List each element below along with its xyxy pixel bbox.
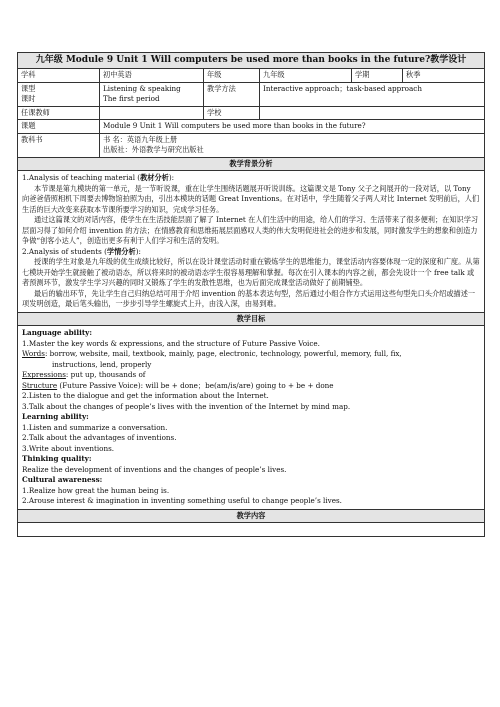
structure-line: Structure (Future Passive Voice): will be + done；be(am/is/are) going to + be + done: [22, 380, 334, 390]
objectives-heading: 教学目标: [18, 312, 485, 326]
objectives-body: [18, 326, 485, 510]
language-ability-title: Language ability:: [22, 328, 92, 337]
method-label: 教学方法: [204, 82, 260, 106]
expressions-line: Expressions: put up, thousands of: [22, 370, 146, 379]
teacher-label: 任课教师: [18, 106, 100, 120]
lesson-type-value: [100, 82, 204, 106]
school-label: 学校: [204, 106, 260, 120]
school-value: [260, 106, 485, 120]
textbook-value: [100, 133, 485, 157]
subject-label: 学科: [18, 69, 100, 83]
students-analysis-title: 2.Analysis of students (学情分析):: [22, 246, 141, 256]
lesson-plan-document: [17, 52, 484, 537]
language-objective-3: 3.Talk about the changes of people’s lives with the invention of the Internet by mind map.: [22, 401, 351, 411]
thinking-quality-title: Thinking quality:: [22, 454, 92, 463]
material-paragraph-1: 本节课是第九模块的第一单元，是一节听说课，重在让学生围绕话题展开听说训练。这篇课文是 Tony 父子之间展开的一段对话，以 Tony 向爸爸借照相机下周要去博物馆拍照为由，引出本模块的话题 Great Inventions。在对话中，学生随着父子两人对比 Internet 发明前后，人们生活的巨大改变来获取本节课所要学习的知识，完成学习任务。: [22, 183, 480, 214]
students-paragraph-1: 授课的学生对象是九年级的优生成绩比较好，所以在设计课堂活动时重在锻炼学生的思维能力，课堂活动内容要体现一定的深度和广度。从第七模块开始学生就接触了被动语态，所以将来时的被动语态学生很容易理解和掌握。每次在引入课本的内容之前，都会先设计一个 free talk 或者预测环节，激发学生学习兴趣的同时又锻炼了学生的发散性思维，也为后面完成课堂活动做好了前期铺垫。: [22, 257, 480, 287]
cultural-objective-2: 2.Arouse interest & imagination in inventing something useful to change people’s lives.: [22, 496, 342, 505]
lesson-type-label: 课型 课时: [18, 82, 100, 106]
learning-objective-2: 2.Talk about the advantages of inventions.: [22, 433, 177, 442]
cultural-awareness-title: Cultural awareness:: [22, 475, 103, 484]
background-heading: 教学背景分析: [18, 157, 485, 171]
lesson-type: Listening & speaking: [103, 83, 181, 93]
learning-objective-3: 3.Write about inventions.: [22, 443, 115, 453]
topic-value: Module 9 Unit 1 Will computers be used more than books in the future?: [100, 120, 485, 134]
background-analysis: [18, 171, 485, 313]
textbook-publisher: 出版社：外语教学与研究出版社: [103, 145, 204, 154]
grade-value: 九年级: [260, 69, 352, 83]
cultural-objective-1: 1.Realize how great the human being is.: [22, 485, 170, 495]
learning-objective-1: 1.Listen and summarize a conversation.: [22, 422, 168, 432]
grade-label: 年级: [204, 69, 260, 83]
content-heading: 教学内容: [18, 509, 485, 523]
lesson-plan-table: [17, 52, 485, 537]
language-objective-1: 1.Master the key words & expressions, and the structure of Future Passive Voice.: [22, 338, 320, 348]
term-value: 秋季: [403, 69, 485, 83]
thinking-objective-1: Realize the development of inventions and the changes of people’s lives.: [22, 464, 287, 474]
teacher-value: [100, 106, 204, 120]
language-objective-2: 2.Listen to the dialogue and get the information about the Internet.: [22, 391, 269, 400]
term-label: 学期: [352, 69, 403, 83]
topic-label: 课题: [18, 120, 100, 134]
lesson-period: The first period: [103, 94, 160, 103]
document-title: 九年级 Module 9 Unit 1 Will computers be used more than books in the future?教学设计: [18, 53, 485, 69]
content-body: [18, 523, 485, 537]
method-value: Interactive approach；task-based approach: [260, 82, 485, 106]
textbook-label: 教科书: [18, 133, 100, 157]
words-line-cont: instructions, lend, properly: [52, 359, 152, 369]
material-paragraph-2: 通过这篇课文的对话内容，使学生在生活技能层面了解了 Internet 在人们生活中的用途，给人们的学习、生活带来了很多便利；在知识学习层面习得了如何介绍 invention 的方法；在情感教育和思维拓展层面感叹人类的伟大发明促进社会的进步和发展，同时激发学生的想象和创造力争做“创客小达人”，创造出更多有利于人们学习和生活的发明。: [22, 215, 479, 245]
learning-ability-title: Learning ability:: [22, 412, 89, 421]
subject-value: 初中英语: [100, 69, 204, 83]
material-analysis-title: 1.Analysis of teaching material (教材分析):: [22, 173, 175, 182]
words-line: Words: borrow, website, mail, textbook, mainly, page, electronic, technology, powerful, memory, full, fix,: [22, 349, 402, 358]
textbook-name: 书 名：英语九年级上册: [103, 134, 178, 144]
students-paragraph-2: 最后的输出环节，先让学生自己归纳总结可用于介绍 invention 的基本表达句型，然后通过小组合作方式运用这些句型先口头介绍或描述一项发明创造，最后笔头输出，一步步引导学生螺旋式上升，由浅入深，由易到难。: [22, 288, 476, 308]
